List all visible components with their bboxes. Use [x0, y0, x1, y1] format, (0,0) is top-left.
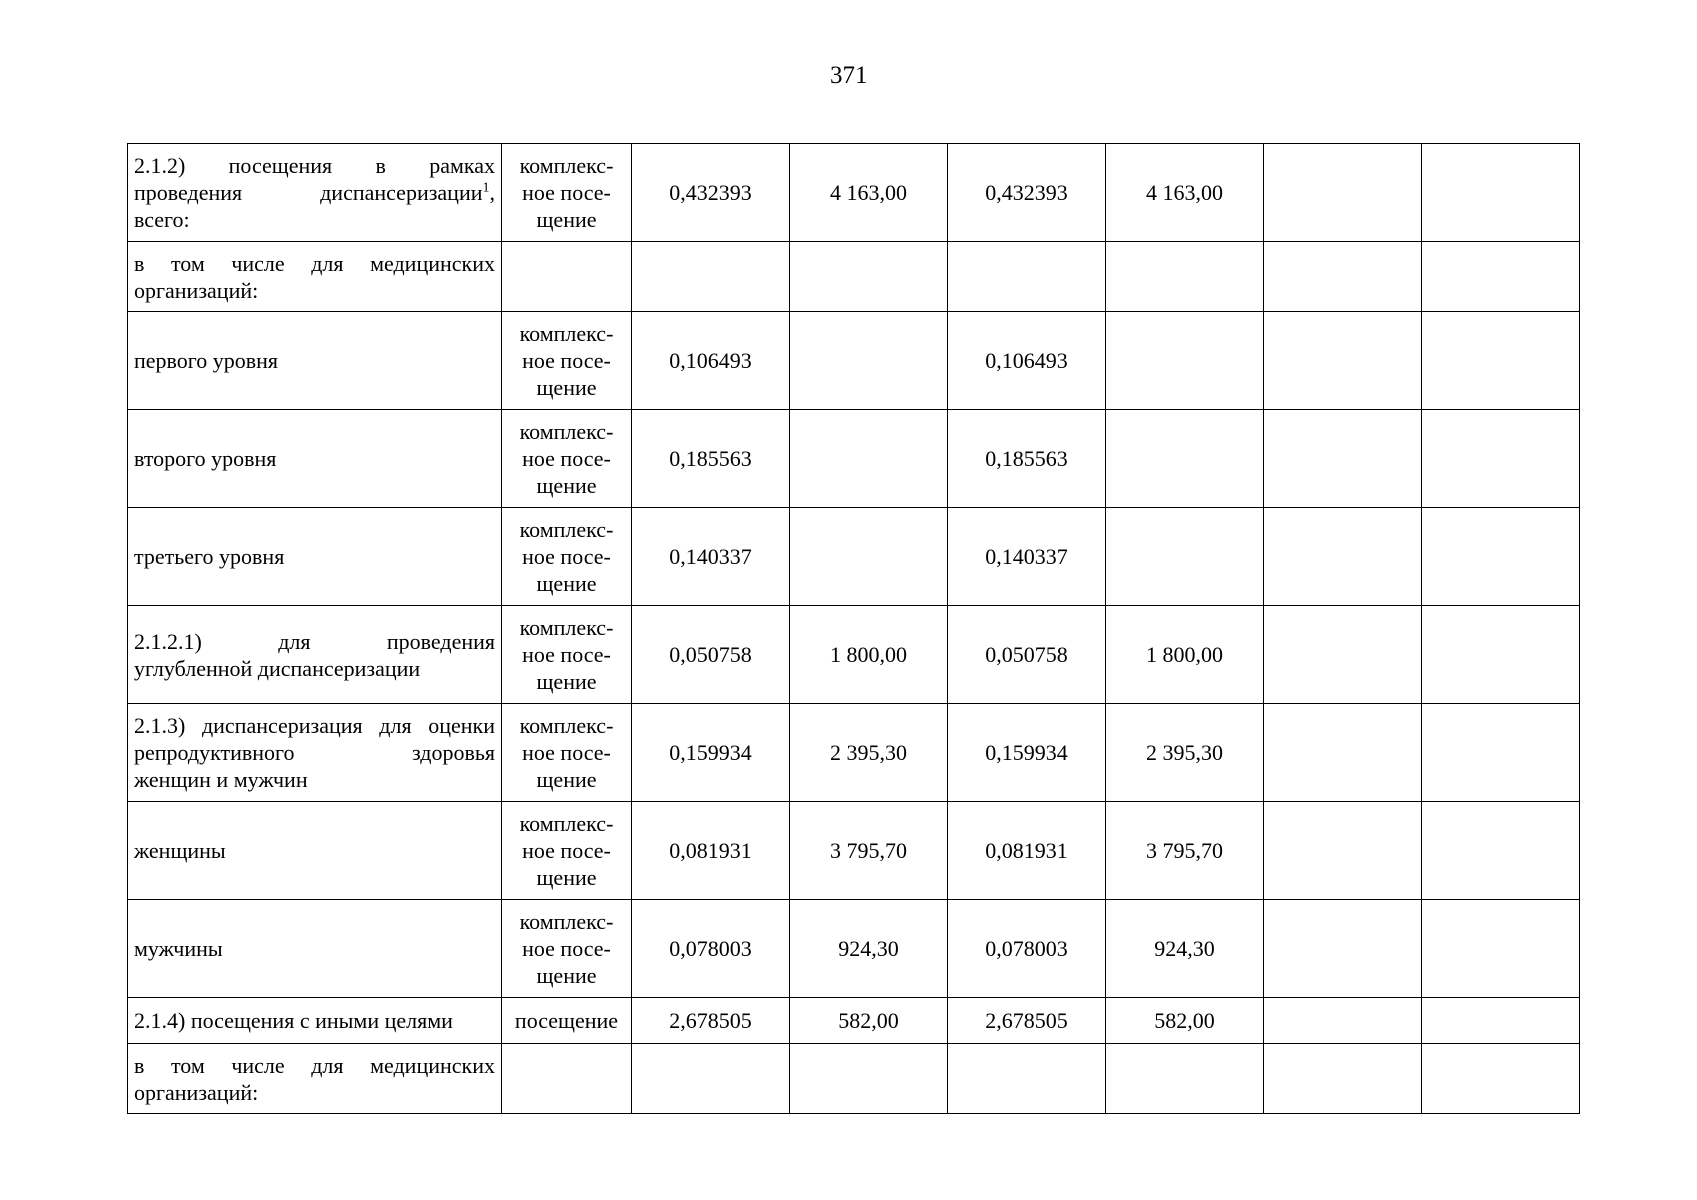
- value-cell-c5: [1264, 704, 1422, 802]
- value-cell-c6: [1422, 144, 1580, 242]
- value-cell-c3: 0,159934: [948, 704, 1106, 802]
- value-cell-c1: [632, 1044, 790, 1114]
- value-cell-c2: [790, 1044, 948, 1114]
- row-name-line: 2.1.2) посещения в рамках: [134, 153, 495, 178]
- row-unit-line: ное посе-: [522, 838, 611, 863]
- table-row: [128, 606, 1580, 704]
- value-cell-c3: [948, 1044, 1106, 1114]
- value-cell-c6: [1422, 900, 1580, 998]
- row-unit-line: щение: [536, 767, 597, 792]
- row-name-line: 2.1.4) посещения с иными целями: [134, 1008, 453, 1033]
- value-cell-c2: 3 795,70: [790, 802, 948, 900]
- table-row: [128, 1044, 1580, 1114]
- row-unit-line: ное посе-: [522, 348, 611, 373]
- value-cell-c4: 3 795,70: [1106, 802, 1264, 900]
- row-name-line: 2.1.3) диспансеризация для оценки: [134, 713, 495, 738]
- value-cell-c1: 0,159934: [632, 704, 790, 802]
- row-unit-cell: [502, 802, 632, 900]
- row-unit-line: ное посе-: [522, 180, 611, 205]
- value-cell-c2: [790, 312, 948, 410]
- row-name-cell: [128, 312, 502, 410]
- row-name-line: мужчины: [134, 936, 223, 961]
- row-name-line: проведения диспансеризации$^1$,: [134, 180, 495, 205]
- value-cell-c4: 1 800,00: [1106, 606, 1264, 704]
- row-unit-line: ное посе-: [522, 642, 611, 667]
- row-name-line: всего:: [134, 207, 190, 232]
- value-cell-c3: 0,185563: [948, 410, 1106, 508]
- value-cell-c4: [1106, 1044, 1264, 1114]
- value-cell-c3: 0,140337: [948, 508, 1106, 606]
- value-cell-c3: 0,432393: [948, 144, 1106, 242]
- row-unit-line: ное посе-: [522, 446, 611, 471]
- row-name-cell: [128, 900, 502, 998]
- value-cell-c1: 0,185563: [632, 410, 790, 508]
- row-unit-line: щение: [536, 375, 597, 400]
- row-unit-line: ное посе-: [522, 936, 611, 961]
- value-cell-c5: [1264, 900, 1422, 998]
- footnote-marker: 1: [482, 180, 490, 196]
- value-cell-c2: 1 800,00: [790, 606, 948, 704]
- value-cell-c6: [1422, 606, 1580, 704]
- row-unit-cell: [502, 144, 632, 242]
- row-unit-line: комплекс-: [519, 615, 614, 640]
- row-unit-line: комплекс-: [519, 153, 614, 178]
- value-cell-c5: [1264, 998, 1422, 1044]
- value-cell-c5: [1264, 312, 1422, 410]
- value-cell-c6: [1422, 410, 1580, 508]
- value-cell-c1: 0,081931: [632, 802, 790, 900]
- value-cell-c6: [1422, 312, 1580, 410]
- value-cell-c3: 0,050758: [948, 606, 1106, 704]
- value-cell-c1: 0,050758: [632, 606, 790, 704]
- value-cell-c2: 924,30: [790, 900, 948, 998]
- row-name-line: организаций:: [134, 1079, 259, 1105]
- row-unit-cell: [502, 1044, 632, 1114]
- value-cell-c4: [1106, 410, 1264, 508]
- row-name-cell: [128, 1044, 502, 1114]
- value-cell-c1: 0,106493: [632, 312, 790, 410]
- table-row: [128, 312, 1580, 410]
- row-name-cell: [128, 144, 502, 242]
- row-unit-cell: [502, 606, 632, 704]
- row-name-line: углубленной диспансеризации: [134, 655, 421, 681]
- row-unit-cell: [502, 242, 632, 312]
- value-cell-c4: [1106, 508, 1264, 606]
- row-unit-line: щение: [536, 669, 597, 694]
- value-cell-c4: 924,30: [1106, 900, 1264, 998]
- value-cell-c2: [790, 508, 948, 606]
- value-cell-c1: 0,432393: [632, 144, 790, 242]
- value-cell-c1: 0,078003: [632, 900, 790, 998]
- value-cell-c2: [790, 242, 948, 312]
- table-row: [128, 998, 1580, 1044]
- row-unit-line: комплекс-: [519, 713, 614, 738]
- row-unit-line: комплекс-: [519, 811, 614, 836]
- row-name-line: третьего уровня: [134, 544, 285, 569]
- row-unit-cell: [502, 312, 632, 410]
- value-cell-c5: [1264, 410, 1422, 508]
- row-name-line: в том числе для медицинских: [134, 1052, 495, 1078]
- value-cell-c5: [1264, 1044, 1422, 1114]
- row-name-cell: [128, 410, 502, 508]
- value-cell-c1: [632, 242, 790, 312]
- row-unit-cell: [502, 704, 632, 802]
- row-unit-line: щение: [536, 865, 597, 890]
- value-cell-c6: [1422, 508, 1580, 606]
- row-unit-cell: [502, 410, 632, 508]
- row-name-line: 2.1.2.1) для проведения: [134, 628, 495, 654]
- table-row: [128, 704, 1580, 802]
- row-unit-line: комплекс-: [519, 909, 614, 934]
- row-unit-line: щение: [536, 473, 597, 498]
- value-cell-c3: 2,678505: [948, 998, 1106, 1044]
- value-cell-c2: 2 395,30: [790, 704, 948, 802]
- row-unit-cell: [502, 900, 632, 998]
- row-name-cell: [128, 242, 502, 312]
- row-unit-line: посещение: [514, 1008, 619, 1033]
- value-cell-c5: [1264, 606, 1422, 704]
- value-cell-c6: [1422, 242, 1580, 312]
- value-cell-c2: [790, 410, 948, 508]
- page-number-text: 371: [830, 62, 868, 89]
- table-row: [128, 508, 1580, 606]
- row-unit-cell: [502, 998, 632, 1044]
- table-row: [128, 242, 1580, 312]
- row-name-cell: [128, 802, 502, 900]
- value-cell-c4: 582,00: [1106, 998, 1264, 1044]
- row-name-line: второго уровня: [134, 446, 277, 471]
- value-cell-c6: [1422, 1044, 1580, 1114]
- table-row: [128, 802, 1580, 900]
- row-name-cell: [128, 998, 502, 1044]
- row-unit-line: комплекс-: [519, 419, 614, 444]
- value-cell-c5: [1264, 144, 1422, 242]
- value-cell-c1: 2,678505: [632, 998, 790, 1044]
- value-cell-c1: 0,140337: [632, 508, 790, 606]
- row-unit-line: щение: [536, 963, 597, 988]
- row-unit-line: комплекс-: [519, 321, 614, 346]
- row-name-line: репродуктивного здоровья: [134, 740, 495, 765]
- value-cell-c3: 0,081931: [948, 802, 1106, 900]
- row-unit-cell: [502, 508, 632, 606]
- value-cell-c6: [1422, 998, 1580, 1044]
- table-row: [128, 410, 1580, 508]
- value-cell-c3: 0,106493: [948, 312, 1106, 410]
- row-name-cell: [128, 704, 502, 802]
- row-name-cell: [128, 508, 502, 606]
- row-name-line: женщин и мужчин: [134, 767, 308, 792]
- table-row: [128, 900, 1580, 998]
- row-unit-line: ное посе-: [522, 740, 611, 765]
- value-cell-c5: [1264, 802, 1422, 900]
- value-cell-c3: 0,078003: [948, 900, 1106, 998]
- value-cell-c3: [948, 242, 1106, 312]
- value-cell-c2: 4 163,00: [790, 144, 948, 242]
- row-unit-line: ное посе-: [522, 544, 611, 569]
- medical-volume-table: [127, 143, 1580, 1114]
- table-row: [128, 144, 1580, 242]
- row-unit-line: щение: [536, 571, 597, 596]
- value-cell-c5: [1264, 508, 1422, 606]
- row-unit-line: щение: [536, 207, 597, 232]
- row-name-line: женщины: [134, 838, 226, 863]
- value-cell-c6: [1422, 704, 1580, 802]
- row-name-line: первого уровня: [134, 348, 279, 373]
- row-unit-line: комплекс-: [519, 517, 614, 542]
- row-name-line: в том числе для медицинских: [134, 250, 495, 276]
- value-cell-c2: 582,00: [790, 998, 948, 1044]
- value-cell-c5: [1264, 242, 1422, 312]
- value-cell-c4: [1106, 242, 1264, 312]
- row-name-line: организаций:: [134, 277, 259, 303]
- value-cell-c6: [1422, 802, 1580, 900]
- value-cell-c4: [1106, 312, 1264, 410]
- value-cell-c4: 2 395,30: [1106, 704, 1264, 802]
- row-name-cell: [128, 606, 502, 704]
- value-cell-c4: 4 163,00: [1106, 144, 1264, 242]
